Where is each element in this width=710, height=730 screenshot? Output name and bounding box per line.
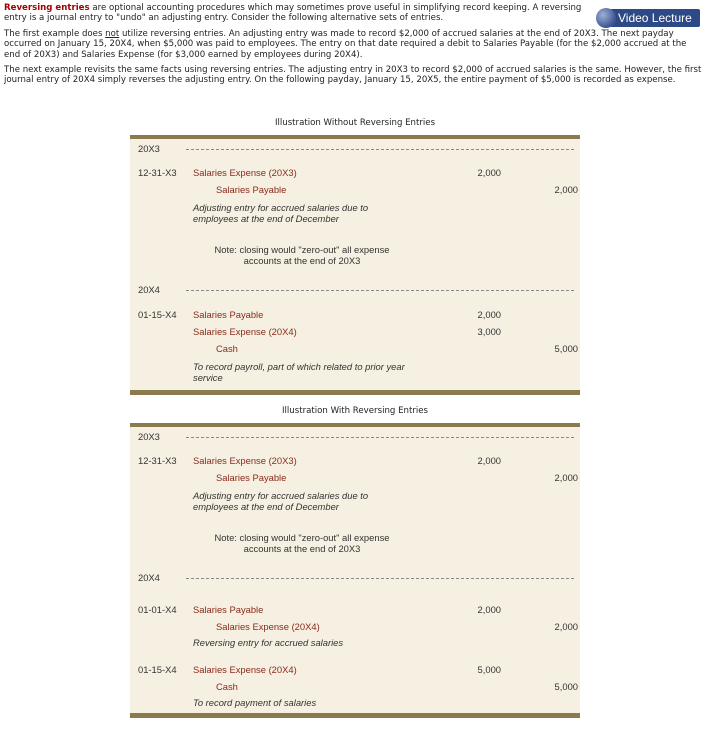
intro-paragraph-2-text-a: The first example does xyxy=(4,28,106,39)
illustration-2-title: Illustration With Reversing Entries xyxy=(281,406,429,416)
entry-date: 01-01-X4 xyxy=(138,604,177,615)
account-line: Salaries Payable xyxy=(193,309,264,320)
journal-without-reversing xyxy=(130,135,580,395)
account-line: Salaries Payable xyxy=(193,604,264,615)
video-lecture-label[interactable]: Video Lecture xyxy=(610,9,700,27)
debit-amount: 2,000 xyxy=(477,167,501,178)
closing-note: Note: closing would "zero-out" all expense accounts at the end of 20X3 xyxy=(214,244,390,266)
divider xyxy=(186,437,574,438)
account-line: Salaries Payable xyxy=(216,184,287,195)
credit-amount: 2,000 xyxy=(554,621,578,632)
ledger-top-border xyxy=(130,423,580,427)
account-line: Cash xyxy=(216,681,238,692)
year-label: 20X3 xyxy=(138,143,160,154)
debit-amount: 5,000 xyxy=(477,664,501,675)
account-line: Salaries Expense (20X4) xyxy=(193,664,297,675)
account-line: Salaries Expense (20X4) xyxy=(193,326,297,337)
closing-note: Note: closing would "zero-out" all expense accounts at the end of 20X3 xyxy=(214,532,390,554)
entry-explanation: To record payment of salaries xyxy=(193,697,317,708)
ledger-bottom-border xyxy=(130,713,580,718)
ledger-bottom-border xyxy=(130,390,580,395)
divider xyxy=(186,149,574,150)
entry-explanation: Adjusting entry for accrued salaries due to employees at the end of December xyxy=(193,490,369,512)
account-line: Salaries Expense (20X3) xyxy=(193,455,297,466)
year-label: 20X4 xyxy=(138,572,160,583)
journal-with-reversing xyxy=(130,423,580,718)
divider xyxy=(186,290,574,291)
intro-paragraph-1 xyxy=(4,3,584,24)
account-line: Salaries Expense (20X4) xyxy=(216,621,320,632)
underlined-not: not xyxy=(105,28,120,39)
credit-amount: 5,000 xyxy=(554,681,578,692)
video-play-icon xyxy=(596,8,616,28)
video-lecture-button[interactable] xyxy=(596,8,702,28)
debit-amount: 2,000 xyxy=(477,455,501,466)
entry-explanation: Adjusting entry for accrued salaries due to employees at the end of December xyxy=(193,202,369,224)
debit-amount: 3,000 xyxy=(477,326,501,337)
credit-amount: 2,000 xyxy=(554,472,578,483)
intro-paragraph-3: The next example revisits the same facts using reversing entries. The adjusting entry in 20X3 to record $2,000 of accrued salaries is the same. However, the first journal entry of 20X4 simply reverses the adjusting entry. On the following payday, January 15, 20X5, the entire payment of $5,000 is recorded as expense. xyxy=(4,65,702,86)
divider xyxy=(186,578,574,579)
ledger-top-border xyxy=(130,135,580,139)
entry-date: 01-15-X4 xyxy=(138,309,177,320)
year-label: 20X3 xyxy=(138,431,160,442)
entry-explanation: Reversing entry for accrued salaries xyxy=(193,637,344,648)
account-line: Salaries Expense (20X3) xyxy=(193,167,297,178)
key-term: Reversing entries xyxy=(4,3,90,13)
credit-amount: 2,000 xyxy=(554,184,578,195)
year-label: 20X4 xyxy=(138,284,160,295)
intro-paragraph-1-text: are optional accounting procedures which may sometimes prove useful in simplifying record keeping. A reversing entry is a journal entry to "undo" an adjusting entry. Consider the following alternative sets of entries. xyxy=(4,3,582,24)
entry-date: 12-31-X3 xyxy=(138,455,177,466)
debit-amount: 2,000 xyxy=(477,309,501,320)
credit-amount: 5,000 xyxy=(554,343,578,354)
illustration-1-title: Illustration Without Reversing Entries xyxy=(274,118,436,128)
entry-date: 01-15-X4 xyxy=(138,664,177,675)
account-line: Salaries Payable xyxy=(216,472,287,483)
account-line: Cash xyxy=(216,343,238,354)
intro-paragraph-2 xyxy=(4,29,704,60)
debit-amount: 2,000 xyxy=(477,604,501,615)
entry-explanation: To record payroll, part of which related to prior year service xyxy=(193,361,405,383)
entry-date: 12-31-X3 xyxy=(138,167,177,178)
intro-paragraph-2-text-b: utilize reversing entries. An adjusting entry was made to record $2,000 of accrued salaries at the end of 20X3. The next payday occurred on January 15, 20X4, when $5,000 was paid to employees. The entry on that date required a debit to Salaries Payable (for the $2,000 accrued at the end of 20X3) and Salaries Expense (for $3,000 earned by employees during 20X4). xyxy=(4,28,687,60)
